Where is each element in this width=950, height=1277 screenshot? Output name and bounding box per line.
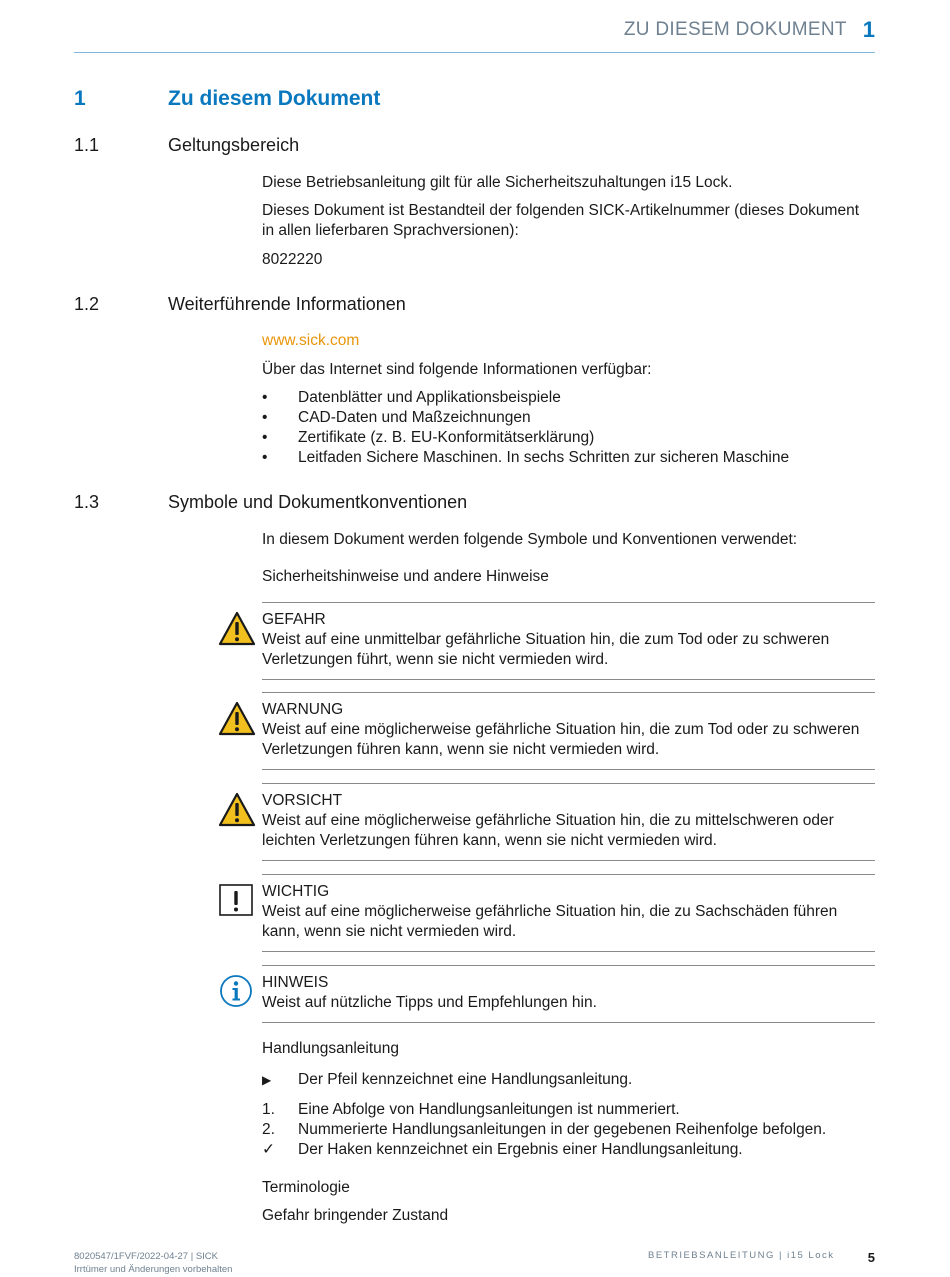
warning-triangle-icon bbox=[218, 701, 256, 737]
notice-line: Verletzungen führen kann, wenn sie nicht vermieden wird. bbox=[262, 741, 660, 758]
notice-line: Weist auf nützliche Tipps und Empfehlungen hin. bbox=[262, 994, 597, 1011]
list-item-text: Zertifikate (z. B. EU-Konformitätserklärung) bbox=[298, 429, 595, 446]
bullet-marker: • bbox=[262, 389, 268, 406]
info-bullet-list bbox=[262, 388, 789, 468]
header-divider bbox=[74, 52, 875, 53]
section-title: Symbole und Dokumentkonventionen bbox=[168, 492, 468, 512]
list-item-text: Eine Abfolge von Handlungsanleitungen ist nummeriert. bbox=[298, 1101, 680, 1118]
notice-rule-bottom bbox=[262, 1022, 875, 1023]
footer-document-type: BETRIEBSANLEITUNG | i15 Lock bbox=[648, 1250, 835, 1261]
notice-label: WARNUNG bbox=[262, 701, 344, 718]
caution-triangle-icon bbox=[218, 792, 256, 828]
notice-line: leichten Verletzungen führen kann, wenn sie nicht vermieden wird. bbox=[262, 832, 717, 849]
list-item bbox=[262, 1100, 826, 1120]
step-marker: 2. bbox=[262, 1121, 275, 1138]
list-item-text: Der Haken kennzeichnet ein Ergebnis einer Handlungsanleitung. bbox=[298, 1141, 743, 1158]
page-number: 5 bbox=[867, 1250, 875, 1265]
notice-rule-bottom bbox=[262, 769, 875, 770]
important-exclamation-icon bbox=[218, 883, 256, 919]
list-item bbox=[262, 1140, 826, 1160]
notice-label: GEFAHR bbox=[262, 611, 326, 628]
paragraph: In diesem Dokument werden folgende Symbole und Konventionen verwendet: bbox=[262, 531, 798, 548]
notice-important bbox=[218, 874, 875, 952]
header-chapter-number: 1 bbox=[862, 17, 875, 42]
term-heading: Gefahr bringender Zustand bbox=[262, 1207, 449, 1224]
paragraph-line: Dieses Dokument ist Bestandteil der folgenden SICK-Artikelnummer (dieses Dokument bbox=[262, 202, 860, 219]
notice-text bbox=[262, 700, 875, 760]
list-item-text: Nummerierte Handlungsanleitungen in der gegebenen Reihenfolge befolgen. bbox=[298, 1121, 827, 1138]
step-marker: 1. bbox=[262, 1101, 275, 1118]
notice-text bbox=[262, 791, 875, 851]
notice-rule-bottom bbox=[262, 951, 875, 952]
list-item-text: Datenblätter und Applikationsbeispiele bbox=[298, 389, 561, 406]
notice-hint bbox=[218, 965, 875, 1023]
chapter-title: Zu diesem Dokument bbox=[168, 87, 381, 110]
notice-rule-top bbox=[262, 874, 875, 875]
list-item-text: Der Pfeil kennzeichnet eine Handlungsanleitung. bbox=[298, 1071, 633, 1088]
notice-label: VORSICHT bbox=[262, 792, 343, 809]
list-item-text: CAD-Daten und Maßzeichnungen bbox=[298, 409, 531, 426]
section-number: 1.1 bbox=[74, 135, 100, 155]
notice-rule-top bbox=[262, 965, 875, 966]
footer-disclaimer: Irrtümer und Änderungen vorbehalten bbox=[74, 1264, 233, 1275]
list-item-text: Leitfaden Sichere Maschinen. In sechs Schritten zur sicheren Maschine bbox=[298, 449, 790, 466]
notice-warning bbox=[218, 692, 875, 770]
page-header bbox=[624, 14, 875, 46]
notice-rule-bottom bbox=[262, 860, 875, 861]
header-title: ZU DIESEM DOKUMENT bbox=[623, 19, 847, 40]
list-item bbox=[262, 1070, 632, 1090]
notice-rule-top bbox=[262, 783, 875, 784]
notice-line: Weist auf eine unmittelbar gefährliche Situation hin, die zum Tod oder zu schweren bbox=[262, 631, 830, 648]
paragraph: Über das Internet sind folgende Informationen verfügbar: bbox=[262, 361, 652, 378]
notice-rule-top bbox=[262, 602, 875, 603]
bullet-marker: • bbox=[262, 409, 268, 426]
subheading-terminology: Terminologie bbox=[262, 1179, 350, 1196]
notice-text bbox=[262, 882, 875, 942]
list-item bbox=[262, 1120, 826, 1140]
section-title: Weiterführende Informationen bbox=[168, 294, 406, 314]
section-number: 1.2 bbox=[74, 294, 100, 314]
checkmark-icon: ✓ bbox=[262, 1141, 275, 1158]
arrow-instruction bbox=[262, 1070, 632, 1090]
paragraph-line: in allen lieferbaren Sprachversionen): bbox=[262, 222, 519, 239]
notice-line: Weist auf eine möglicherweise gefährliche Situation hin, die zum Tod oder zu schweren bbox=[262, 721, 860, 738]
chapter-number: 1 bbox=[74, 87, 86, 110]
notice-danger bbox=[218, 602, 875, 680]
notice-text bbox=[262, 973, 875, 1013]
danger-warning-triangle-icon bbox=[218, 611, 256, 647]
notice-label: HINWEIS bbox=[262, 974, 329, 991]
section-number: 1.3 bbox=[74, 492, 100, 512]
notice-caution bbox=[218, 783, 875, 861]
notice-rule-top bbox=[262, 692, 875, 693]
notice-label: WICHTIG bbox=[262, 883, 330, 900]
notice-rule-bottom bbox=[262, 679, 875, 680]
footer-left bbox=[74, 1250, 232, 1276]
bullet-marker: • bbox=[262, 449, 268, 466]
paragraph bbox=[262, 201, 875, 241]
bullet-marker: • bbox=[262, 429, 268, 446]
numbered-instructions bbox=[262, 1100, 826, 1160]
notice-line: kann, wenn sie nicht vermieden wird. bbox=[262, 923, 517, 940]
subheading-instructions: Handlungsanleitung bbox=[262, 1040, 400, 1057]
arrow-marker-icon: ▶ bbox=[262, 1073, 272, 1087]
footer-document-id: 8020547/1FVF/2022-04-27 | SICK bbox=[74, 1251, 219, 1262]
list-item bbox=[262, 448, 789, 468]
article-number: 8022220 bbox=[262, 251, 323, 268]
list-item bbox=[262, 408, 789, 428]
notice-text bbox=[262, 610, 875, 670]
notice-line: Weist auf eine möglicherweise gefährliche Situation hin, die zu Sachschäden führen bbox=[262, 903, 838, 920]
notice-line: Weist auf eine möglicherweise gefährliche Situation hin, die zu mittelschweren oder bbox=[262, 812, 834, 829]
list-item bbox=[262, 388, 789, 408]
section-title: Geltungsbereich bbox=[168, 135, 300, 155]
subheading-safety-notices: Sicherheitshinweise und andere Hinweise bbox=[262, 568, 549, 585]
sick-website-link[interactable]: www.sick.com bbox=[262, 332, 360, 349]
list-item bbox=[262, 428, 789, 448]
notice-line: Verletzungen führt, wenn sie nicht vermieden wird. bbox=[262, 651, 609, 668]
paragraph: Diese Betriebsanleitung gilt für alle Sicherheitszuhaltungen i15 Lock. bbox=[262, 174, 733, 191]
info-circle-icon bbox=[218, 974, 256, 1010]
